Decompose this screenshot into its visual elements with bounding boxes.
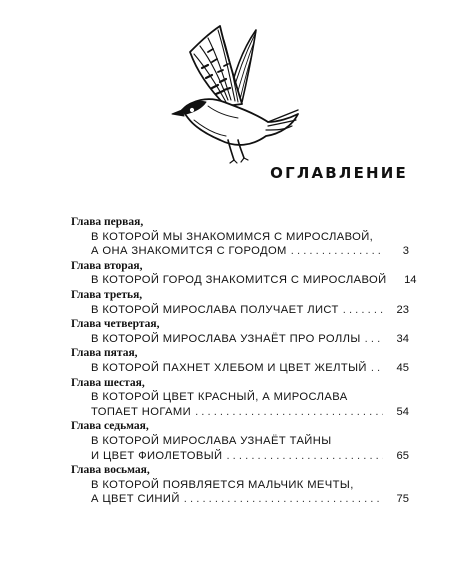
chapter-title: Глава первая, [71,216,144,228]
toc-entry-line [91,449,409,464]
dot-leader [195,405,383,420]
flying-bird-icon [168,22,300,164]
dot-leader [291,244,383,259]
page-number: 34 [396,332,409,345]
dot-leader [371,361,383,376]
chapter-subtitle-text: А ОНА ЗНАКОМИТСЯ С ГОРОДОМ [91,245,287,258]
chapter-title: Глава пятая, [71,347,138,360]
chapter-subtitle-line [91,230,409,245]
dot-leader [343,303,383,318]
toc-entry-line [91,244,409,259]
dot-leader [226,449,383,464]
chapter-subtitle-text: В КОТОРОЙ МИРОСЛАВА УЗНАЁТ ТАЙНЫ [91,434,332,447]
chapter-subtitle-text: В КОТОРОЙ ПОЯВЛЯЕТСЯ МАЛЬЧИК МЕЧТЫ, [91,478,354,491]
chapter-title: Глава четвертая, [71,318,160,331]
dot-leader [365,332,383,347]
chapter-subtitle-text: В КОТОРОЙ ЦВЕТ КРАСНЫЙ, А МИРОСЛАВА [91,391,348,404]
chapter-subtitle-text: А ЦВЕТ СИНИЙ [91,493,180,506]
chapter-subtitle-text: ТОПАЕТ НОГАМИ [91,405,192,418]
chapter-subtitle-text: В КОТОРОЙ ПАХНЕТ ХЛЕБОМ И ЦВЕТ ЖЕЛТЫЙ [91,361,367,374]
chapter-title: Глава восьмая, [71,464,150,477]
page-number: 14 [404,274,417,287]
table-of-contents [71,215,417,507]
toc-entry-line [91,273,417,288]
chapter-subtitle-line [91,434,409,449]
toc-entry-line [91,492,409,507]
chapter-subtitle-line [91,478,409,493]
page-number: 54 [396,405,409,418]
chapter-title: Глава вторая, [71,259,143,272]
page-number: 3 [402,245,409,258]
toc-entry-line [91,332,409,347]
chapter-subtitle-line [91,390,409,405]
page-title: ОГЛАВЛЕНИЕ [270,164,408,182]
page-number: 23 [396,303,409,316]
page-number: 65 [396,449,409,462]
toc-entry-line [91,361,409,376]
chapter-title: Глава седьмая, [71,420,149,433]
chapter-subtitle-text: В КОТОРОЙ МИРОСЛАВА УЗНАЁТ ПРО РОЛЛЫ [91,332,361,345]
page-number: 45 [396,361,409,374]
chapter-subtitle-text: В КОТОРОЙ МЫ ЗНАКОМИМСЯ С МИРОСЛАВОЙ, [91,230,374,243]
chapter-title: Глава третья, [71,288,143,301]
page-number: 75 [396,493,409,506]
dot-leader [184,492,383,507]
toc-entry-line [91,405,409,420]
toc-entry-line [91,303,409,318]
chapter-subtitle-text: В КОТОРОЙ ГОРОД ЗНАКОМИТСЯ С МИРОСЛАВОЙ [91,274,387,287]
chapter-subtitle-text: И ЦВЕТ ФИОЛЕТОВЫЙ [91,449,223,462]
chapter-subtitle-text: В КОТОРОЙ МИРОСЛАВА ПОЛУЧАЕТ ЛИСТ [91,303,339,316]
chapter-title: Глава шестая, [71,376,145,389]
